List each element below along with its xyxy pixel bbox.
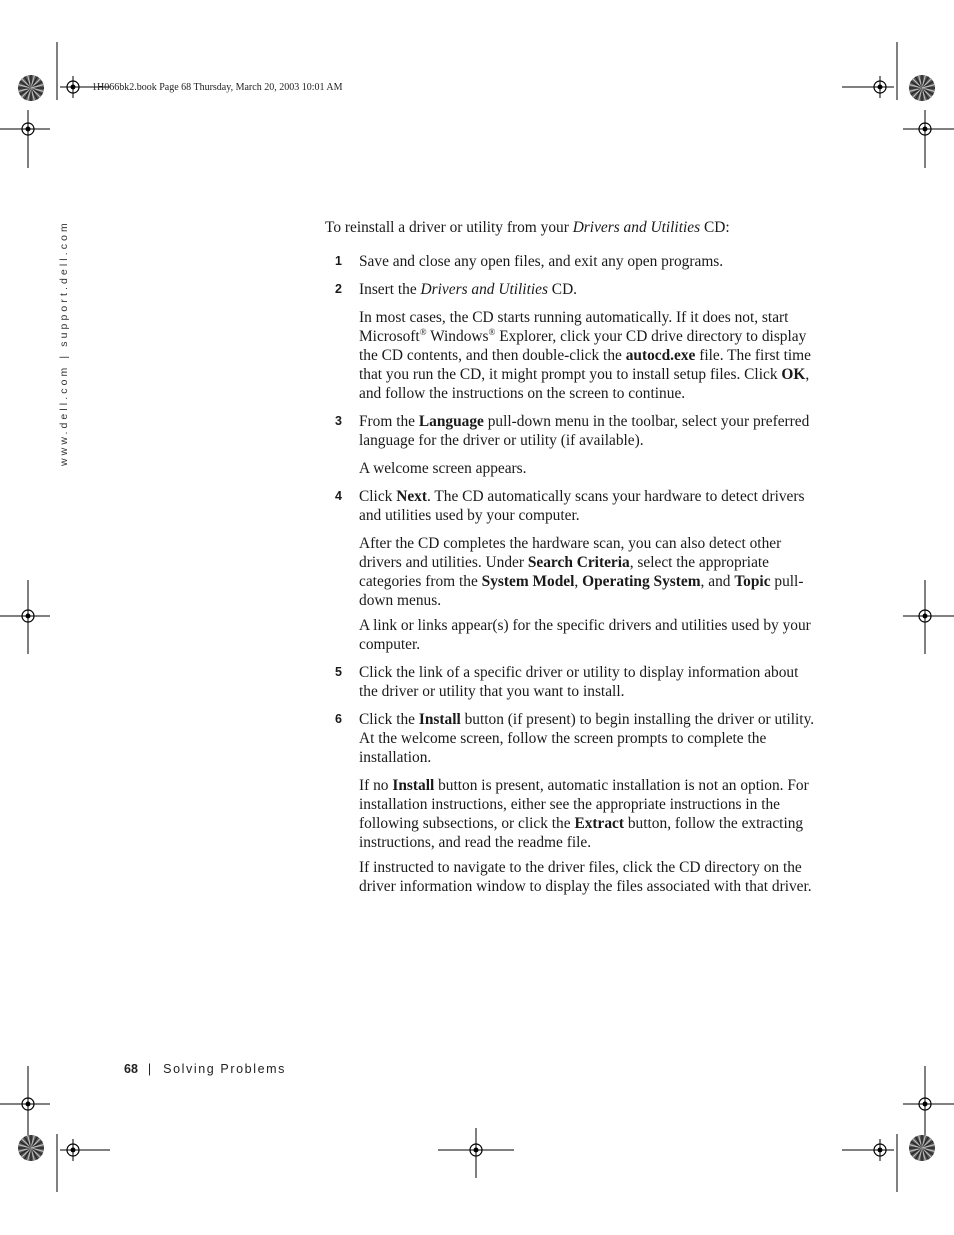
step-number: 3 xyxy=(335,414,342,428)
registration-crosshair xyxy=(914,605,936,627)
footer-separator: | xyxy=(147,1062,152,1076)
step-text: From the Language pull-down menu in the toolbar, select your preferred language for the driver or utility (if available). xyxy=(359,413,810,449)
step-note: A welcome screen appears. xyxy=(359,460,527,477)
step-number: 6 xyxy=(335,712,342,726)
step-note: A link or links appear(s) for the specific drivers and utilities used by your computer. xyxy=(359,617,811,653)
step-note: If instructed to navigate to the driver files, click the CD directory on the driver information window to display the files associated with that driver. xyxy=(359,859,812,895)
registration-crosshair xyxy=(465,1139,487,1161)
step-2 xyxy=(325,280,820,403)
step-note: In most cases, the CD starts running automatically. If it does not, start Microsoft® Windows® Explorer, click your CD drive directory to display the CD contents, and then double-click the autocd.exe file. The first time that you run the CD, it might prompt you to install setup files. Click OK, and follow the instructions on the screen to continue. xyxy=(359,309,811,402)
step-note: After the CD completes the hardware scan, you can also detect other drivers and utilities. Under Search Criteria, select the appropriate categories from the System Model, Operating System, and Topic pull-down menus. xyxy=(359,535,804,609)
registration-crosshair xyxy=(869,1139,891,1161)
registration-crosshair xyxy=(914,118,936,140)
registration-starburst xyxy=(909,75,935,101)
registration-crosshair xyxy=(869,76,891,98)
step-text: Insert the Drivers and Utilities CD. xyxy=(359,281,578,298)
step-number: 2 xyxy=(335,282,342,296)
registration-crosshair xyxy=(17,1093,39,1115)
step-3 xyxy=(325,412,820,478)
step-text: Save and close any open files, and exit any open programs. xyxy=(359,253,724,270)
registration-crosshair xyxy=(914,1093,936,1115)
file-info-header: 1H066bk2.book Page 68 Thursday, March 20, 2003 10:01 AM xyxy=(92,82,343,93)
step-text: Click the link of a specific driver or utility to display information about the driver or utility that you want to install. xyxy=(359,664,799,700)
page-content xyxy=(325,218,820,905)
section-title: Solving Problems xyxy=(163,1062,287,1076)
step-number: 4 xyxy=(335,489,342,503)
registration-starburst xyxy=(18,1135,44,1161)
registration-starburst xyxy=(909,1135,935,1161)
registration-starburst xyxy=(18,75,44,101)
step-4 xyxy=(325,487,820,654)
side-url-text: www.dell.com | support.dell.com xyxy=(58,220,70,466)
page-number: 68 xyxy=(124,1062,138,1076)
registration-crosshair xyxy=(62,1139,84,1161)
step-6 xyxy=(325,710,820,896)
step-number: 5 xyxy=(335,665,342,679)
intro-paragraph: To reinstall a driver or utility from your Drivers and Utilities CD: xyxy=(325,219,730,236)
step-text: Click Next. The CD automatically scans your hardware to detect drivers and utilities used by your computer. xyxy=(359,488,805,524)
step-number: 1 xyxy=(335,254,342,268)
page-footer xyxy=(124,1062,286,1076)
step-1 xyxy=(325,252,820,271)
step-note: If no Install button is present, automatic installation is not an option. For installation instructions, either see the appropriate instructions in the following subsections, or click the Extract button, follow the extracting instructions, and read the readme file. xyxy=(359,777,809,851)
registration-crosshair xyxy=(62,76,84,98)
step-5 xyxy=(325,663,820,701)
step-text: Click the Install button (if present) to begin installing the driver or utility. At the welcome screen, follow the screen prompts to complete the installation. xyxy=(359,711,815,766)
registration-crosshair xyxy=(17,605,39,627)
registration-crosshair xyxy=(17,118,39,140)
